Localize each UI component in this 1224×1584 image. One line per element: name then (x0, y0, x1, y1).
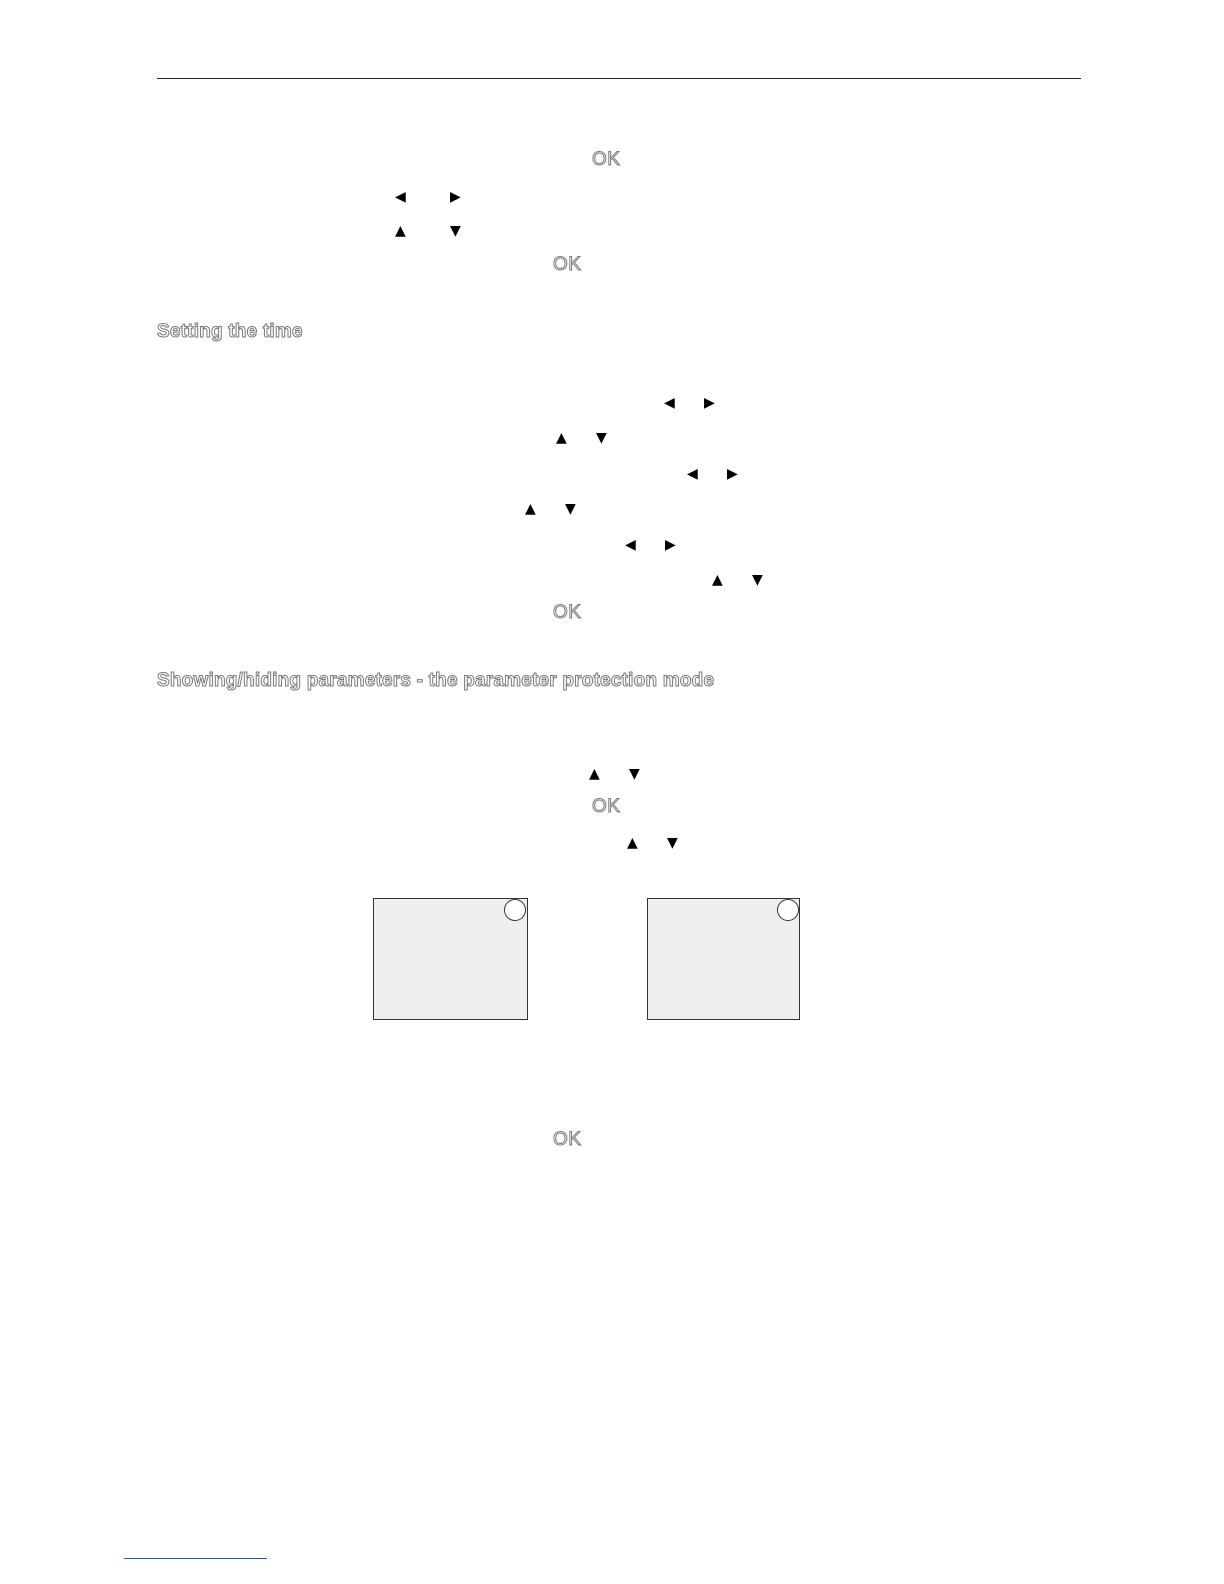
right-arrow-icon: ▶ (450, 189, 461, 205)
left-arrow-icon: ◀ (625, 537, 636, 553)
section-heading-parameter-protection: Showing/hiding parameters - the parameter protection mode (157, 670, 715, 691)
up-arrow-icon: ▲ (395, 223, 406, 239)
up-arrow-icon: ▲ (627, 835, 638, 851)
left-arrow-icon: ◀ (664, 395, 675, 411)
ok-key-label: OK (553, 602, 582, 623)
ok-key-label: OK (592, 796, 621, 817)
display-panel-left (373, 898, 528, 1020)
down-arrow-icon: ▼ (667, 835, 678, 851)
section-heading-setting-time: Setting the time (157, 321, 303, 342)
up-arrow-icon: ▲ (589, 766, 600, 782)
up-arrow-icon: ▲ (556, 430, 567, 446)
header-rule (157, 78, 1081, 79)
panel-indicator-icon (777, 899, 799, 921)
down-arrow-icon: ▼ (752, 572, 763, 588)
ok-key-label: OK (553, 254, 582, 275)
left-arrow-icon: ◀ (395, 189, 406, 205)
up-arrow-icon: ▲ (525, 501, 536, 517)
down-arrow-icon: ▼ (629, 766, 640, 782)
footnote-rule (124, 1558, 267, 1559)
down-arrow-icon: ▼ (596, 430, 607, 446)
up-arrow-icon: ▲ (712, 572, 723, 588)
left-arrow-icon: ◀ (687, 466, 698, 482)
right-arrow-icon: ▶ (704, 395, 715, 411)
down-arrow-icon: ▼ (565, 501, 576, 517)
panel-indicator-icon (504, 899, 526, 921)
right-arrow-icon: ▶ (727, 466, 738, 482)
display-panel-right (647, 898, 800, 1020)
down-arrow-icon: ▼ (450, 223, 461, 239)
ok-key-label: OK (592, 149, 621, 170)
ok-key-label: OK (553, 1129, 582, 1150)
right-arrow-icon: ▶ (665, 537, 676, 553)
